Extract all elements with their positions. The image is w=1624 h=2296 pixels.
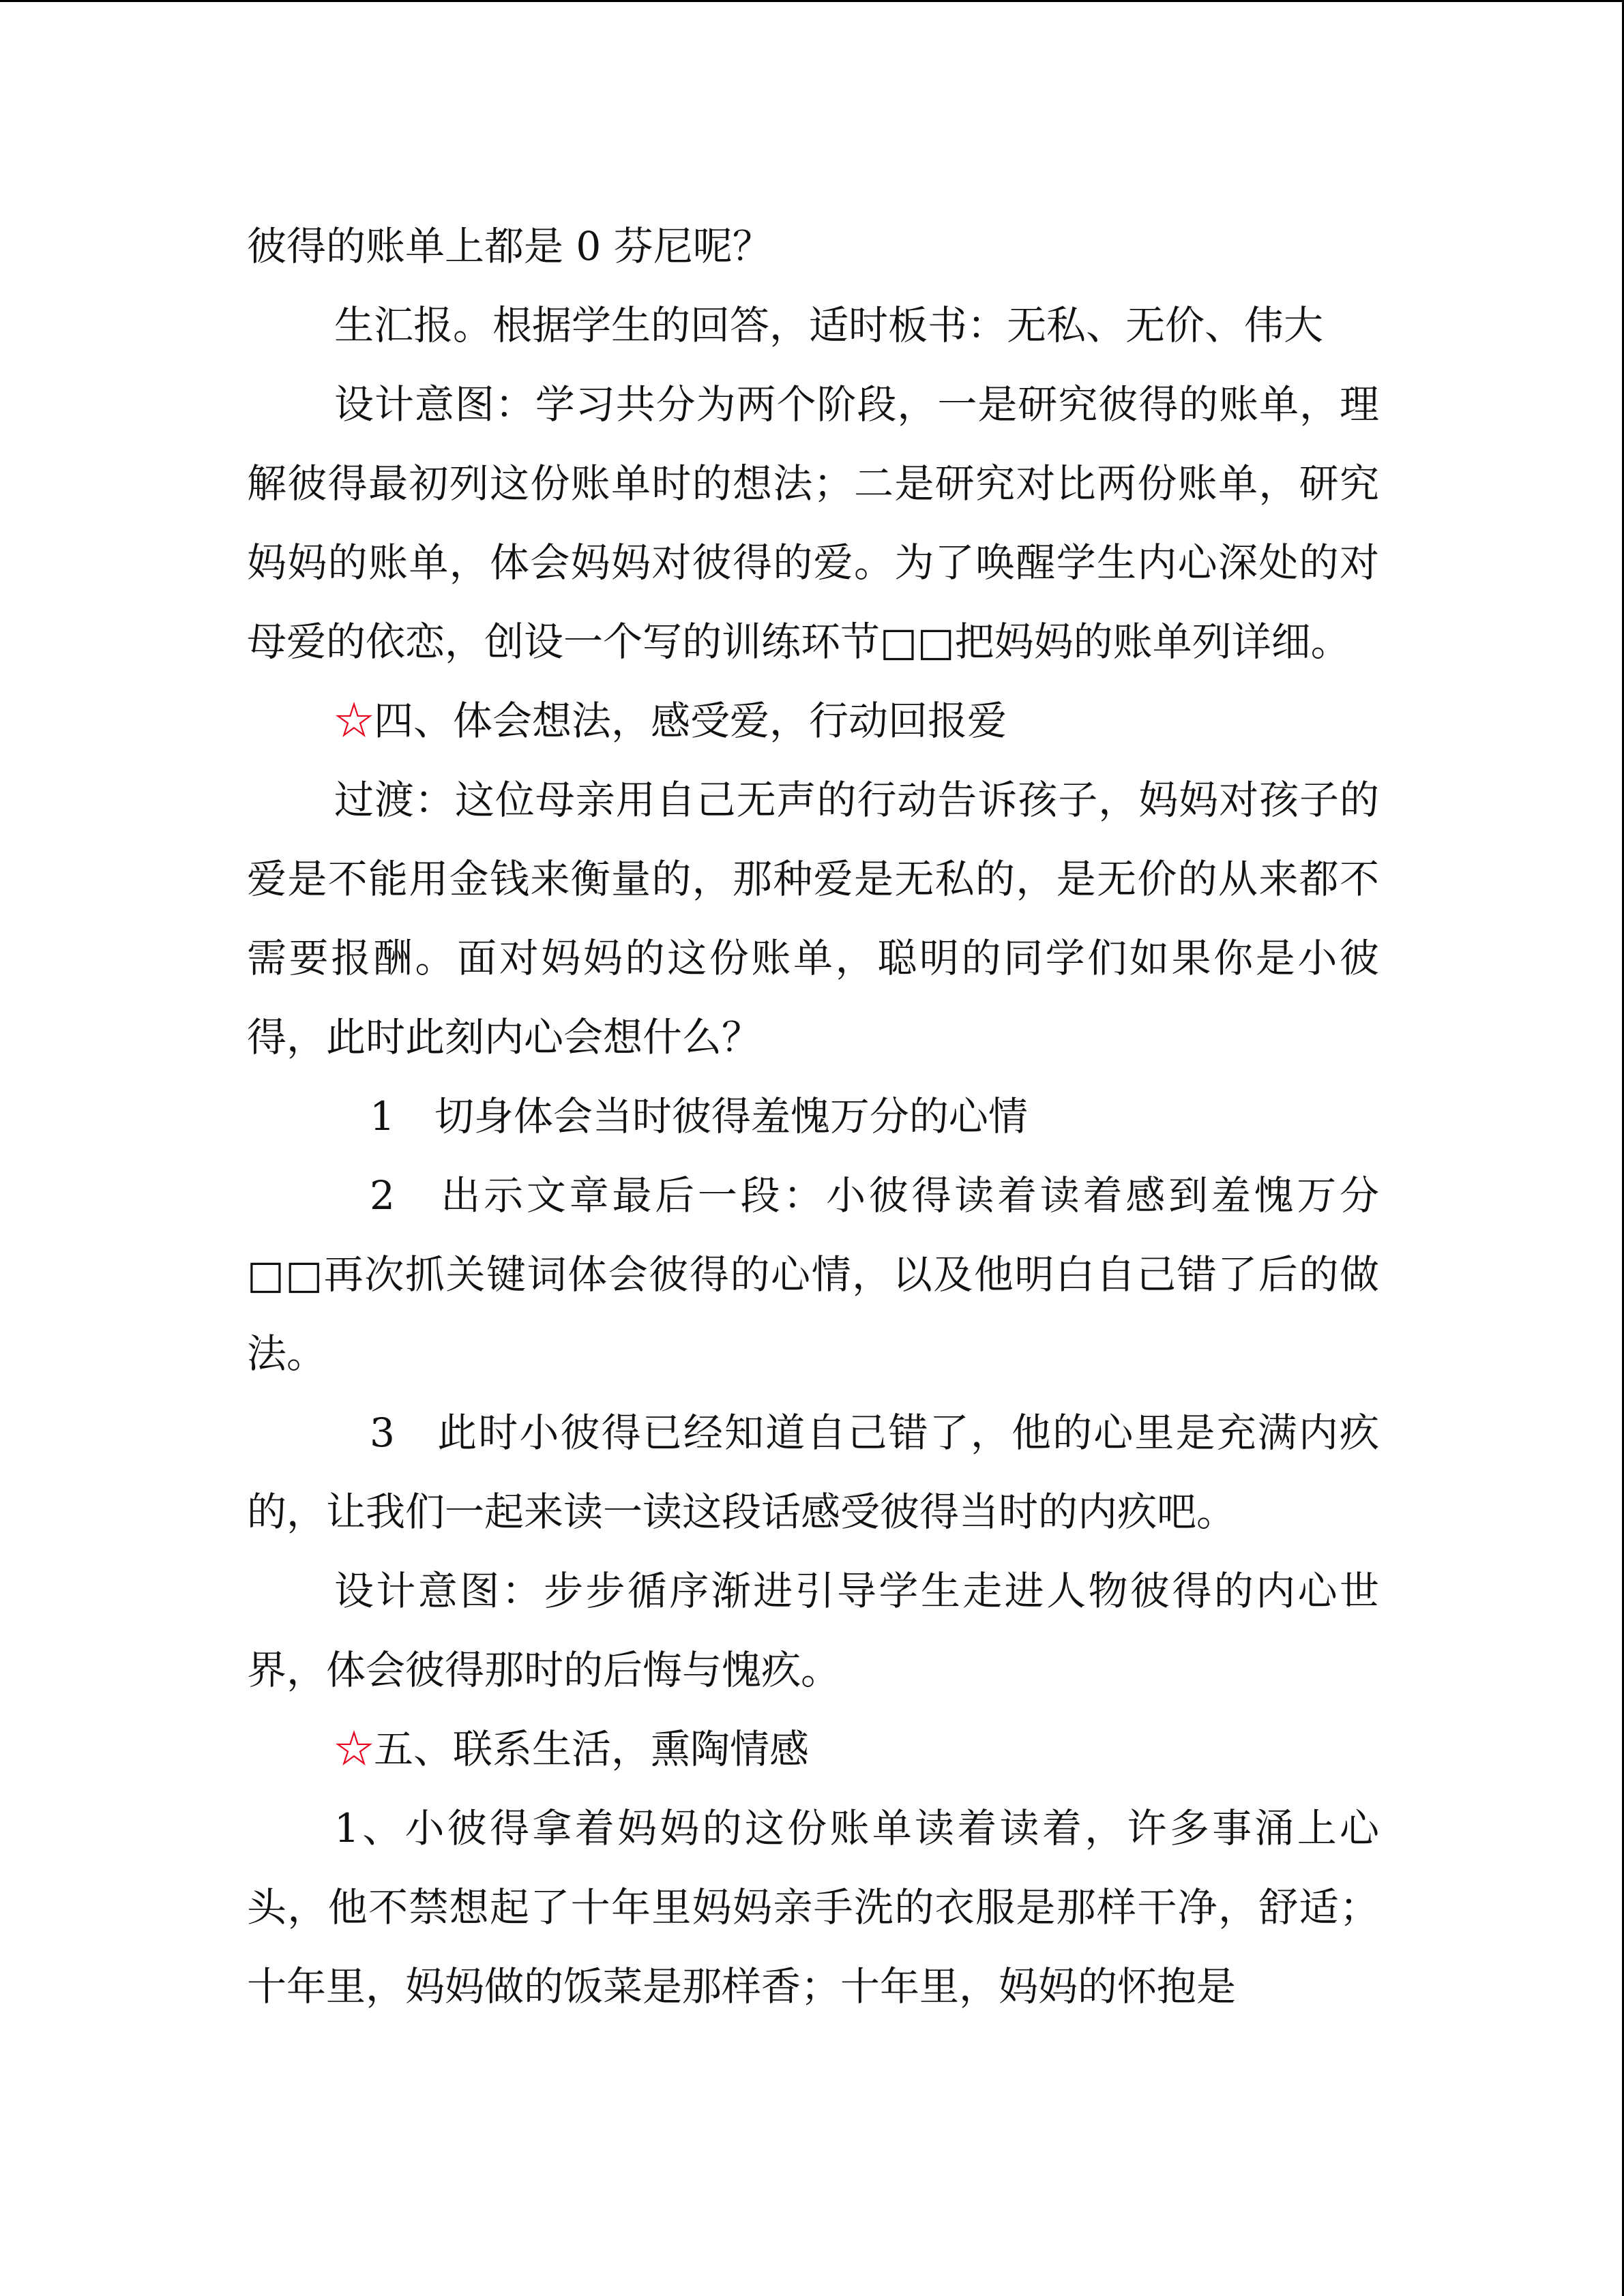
paragraph-transition: 过渡：这位母亲用自己无声的行动告诉孩子，妈妈对孩子的爱是不能用金钱来衡量的，那种爱是无私的，是无价的从来都不需要报酬。面对妈妈的这份账单，聪明的同学们如果你是小彼得，此时此刻内心会想什么？ <box>247 777 1379 1060</box>
paragraph-question: 彼得的账单上都是 0 芬尼呢？ <box>247 223 772 269</box>
section-heading-4-text: 四、体会想法，感受爱，行动回报爱 <box>374 698 1007 744</box>
list-item-3: 3 此时小彼得已经知道自己错了，他的心里是充满内疚的，让我们一起来读一读这段话感受彼得当时的内疚吧。 <box>247 1410 1379 1535</box>
section-heading-5-text: 五、联系生活，熏陶情感 <box>374 1726 810 1772</box>
paragraph-design-intent-2: 设计意图：步步循序渐进引导学生走进人物彼得的内心世界，体会彼得那时的后悔与愧疚。 <box>247 1568 1379 1693</box>
paragraph-life-connection: 1、小彼得拿着妈妈的这份账单读着读着，许多事涌上心头，他不禁想起了十年里妈妈亲手洗的衣服是那样干净，舒适；十年里，妈妈做的饭菜是那样香；十年里，妈妈的怀抱是 <box>247 1805 1379 2010</box>
star-icon: ☆ <box>334 1726 374 1772</box>
document-body <box>247 207 1379 2026</box>
section-heading-5 <box>247 1710 1379 1789</box>
section-heading-4 <box>247 681 1379 760</box>
paragraph-design-intent-1: 设计意图：学习共分为两个阶段，一是研究彼得的账单，理解彼得最初列这份账单时的想法；二是研究对比两份账单，研究妈妈的账单，体会妈妈对彼得的爱。为了唤醒学生内心深处的对母爱的依恋，创设一个写的训练环节□□把妈妈的账单列详细。 <box>247 381 1379 665</box>
list-item-2: 2 出示文章最后一段：小彼得读着读着感到羞愧万分□□再次抓关键词体会彼得的心情，以及他明白自己错了后的做法。 <box>247 1172 1379 1377</box>
list-item-1: 1 切身体会当时彼得羞愧万分的心情 <box>370 1093 1028 1139</box>
star-icon: ☆ <box>334 698 374 744</box>
paragraph-student-report: 生汇报。根据学生的回答，适时板书：无私、无价、伟大 <box>334 302 1324 348</box>
